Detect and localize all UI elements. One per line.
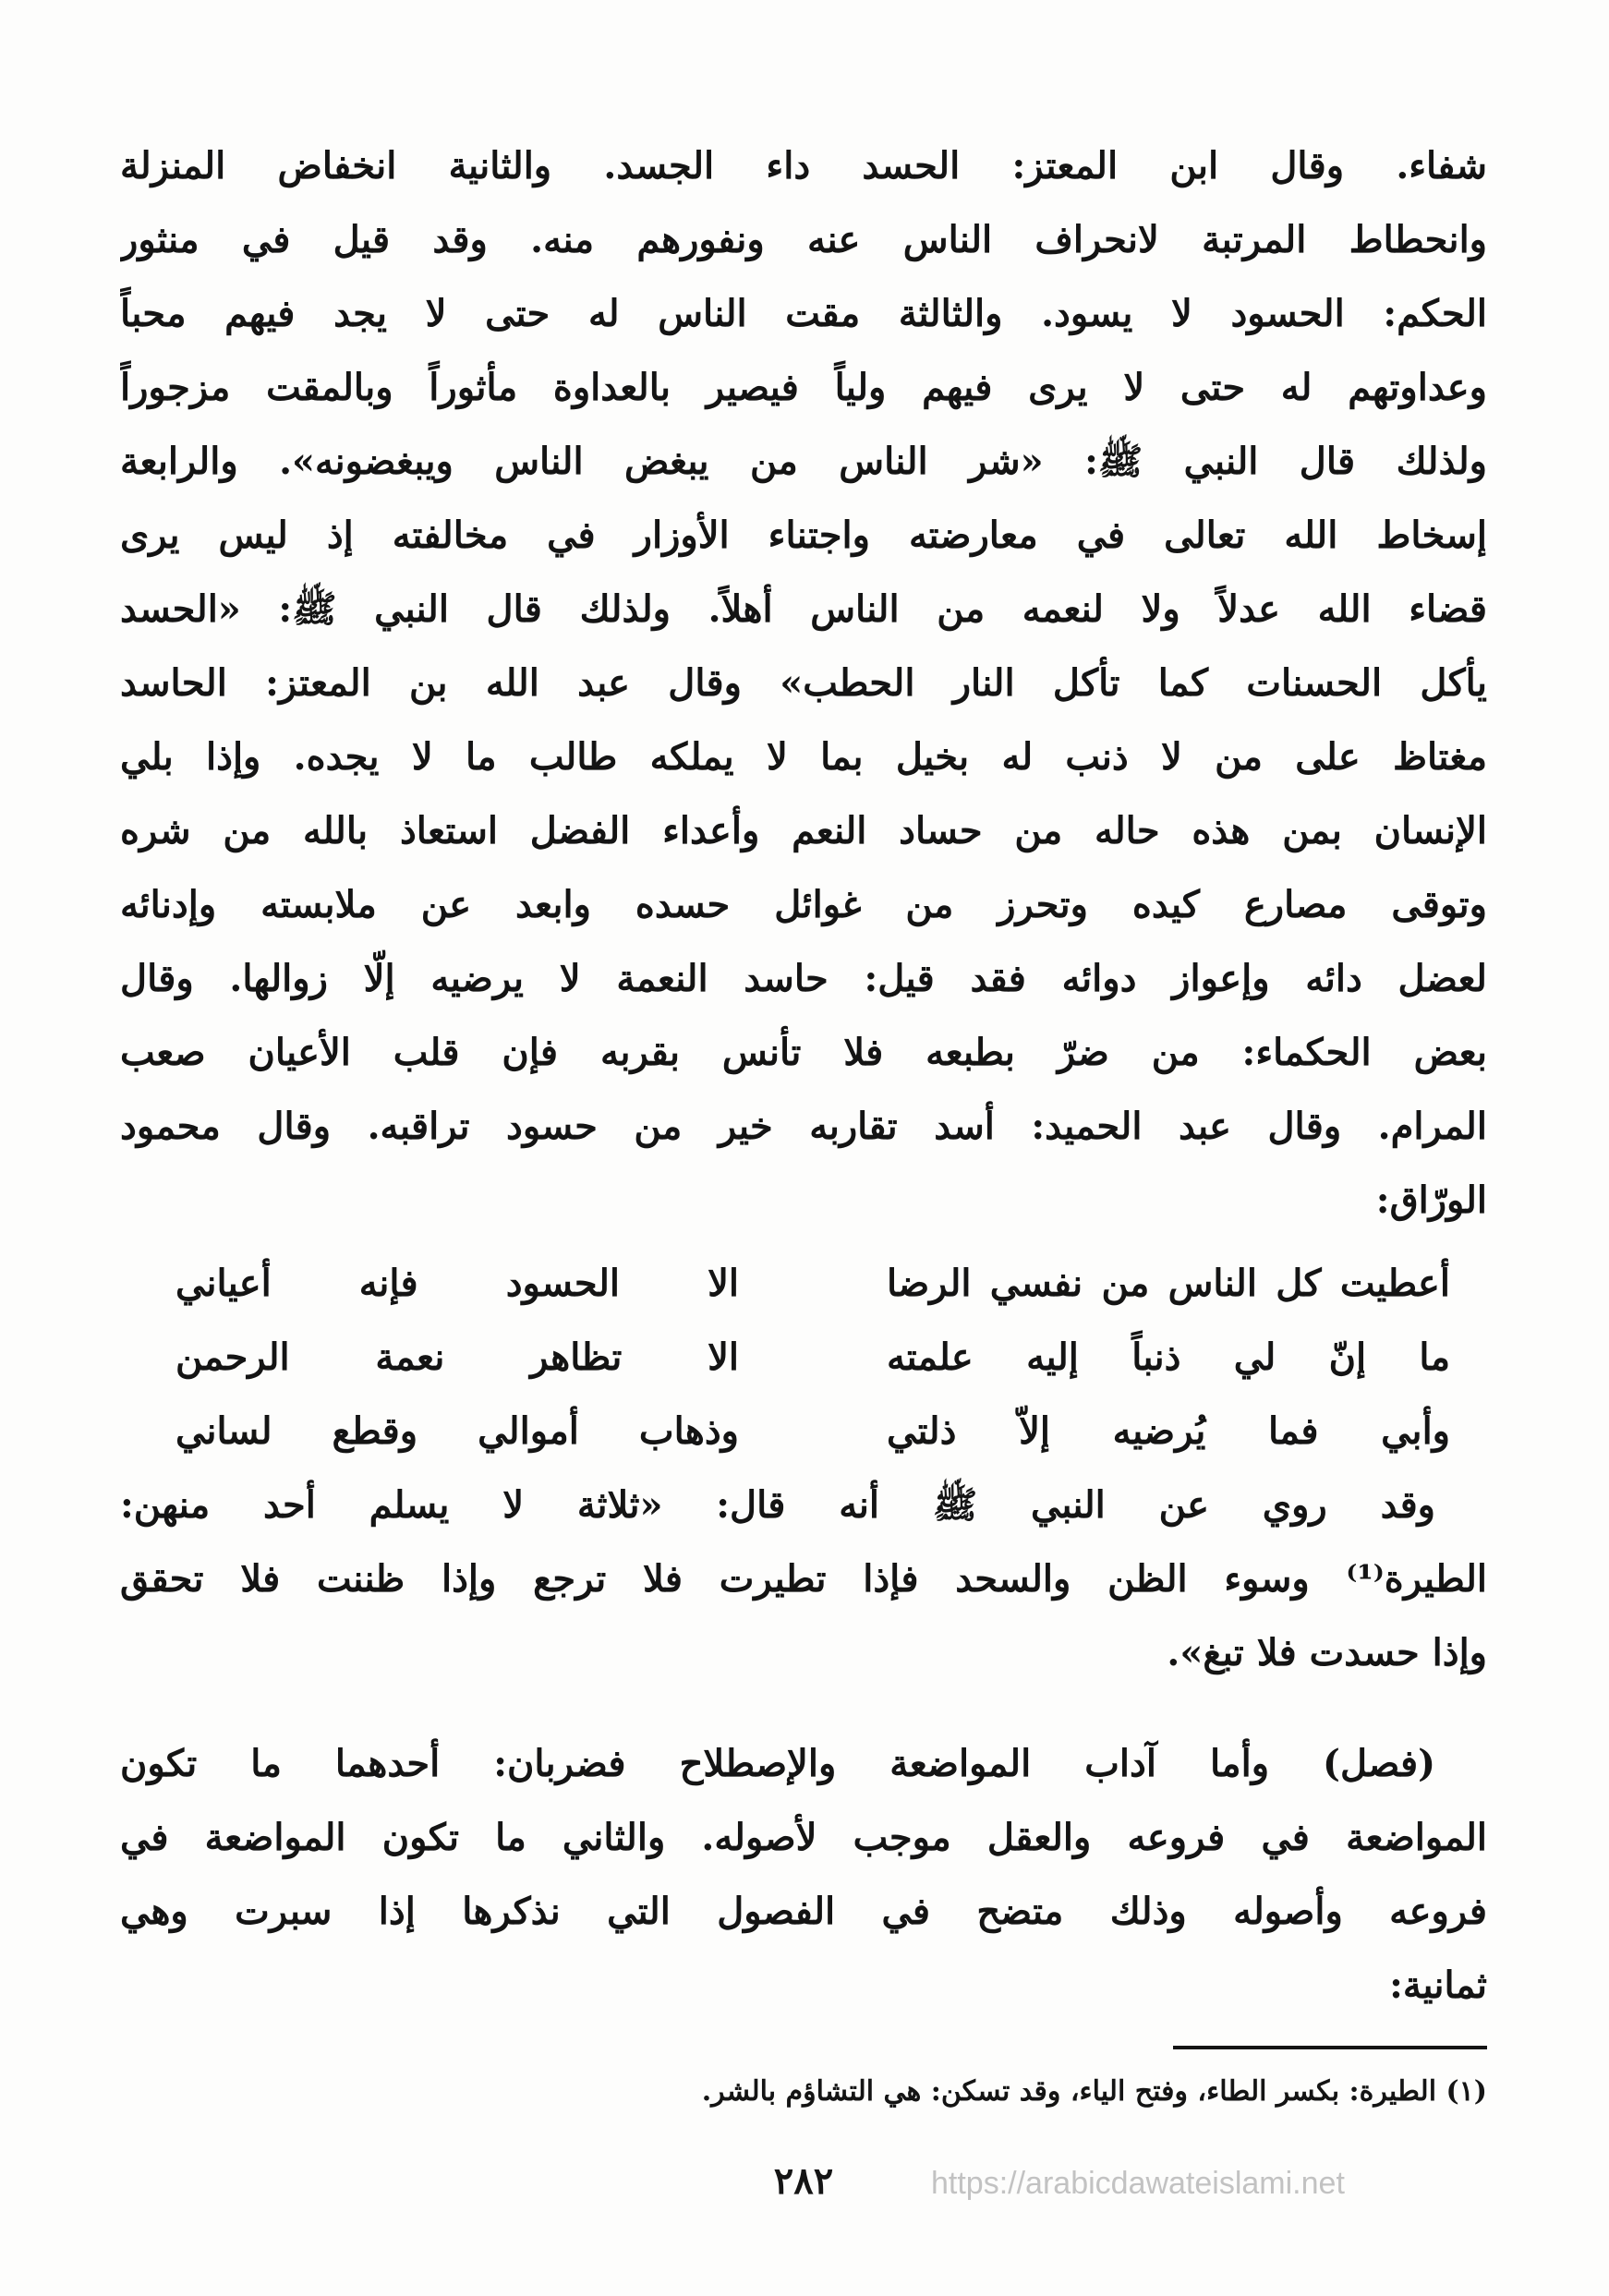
text-line: وانحطاط المرتبة لانحراف الناس عنه ونفورهم منه. وقد قيل في منثور xyxy=(120,218,1487,261)
text-line: وقد روي عن النبي ﷺ أنه قال: «ثلاثة لا يسلم أحد منهن: xyxy=(120,1483,1435,1527)
text-line: لعضل دائه وإعواز دوائه فقد قيل: حاسد النعمة لا يرضيه إلّا زوالها. وقال xyxy=(120,957,1487,1000)
poem-verses xyxy=(175,1247,1450,1468)
verse-first-hemistich: ما إنّ لي ذنباً إليه علمته xyxy=(887,1335,1450,1379)
text-line: إسخاط الله تعالى في معارضته واجتناء الأوزار في مخالفته إذ ليس يرى xyxy=(120,514,1487,557)
text-line: يأكل الحسنات كما تأكل النار الحطب» وقال عبد الله بن المعتز: الحاسد xyxy=(120,661,1487,705)
verse-second-hemistich: الا تظاهر نعمة الرحمن xyxy=(175,1335,739,1379)
text-line: الحكم: الحسود لا يسود. والثالثة مقت الناس له حتى لا يجد فيهم محباً xyxy=(120,292,1487,335)
verse-first-hemistich: وأبي فما يُرضيه إلاّ ذلتي xyxy=(887,1409,1450,1453)
poem-verse xyxy=(175,1395,1450,1468)
text-line: وتوقى مصارع كيده وتحرز من غوائل حسده وابعد عن ملابسته وإدنائه xyxy=(120,883,1487,926)
text-line: قضاء الله عدلاً ولا لنعمه من الناس أهلاً. ولذلك قال النبي ﷺ: «الحسد xyxy=(120,587,1487,631)
verse-second-hemistich: الا الحسود فإنه أعياني xyxy=(175,1262,739,1305)
verse-second-hemistich: وذهاب أموالي وقطع لساني xyxy=(175,1409,739,1453)
body-paragraph-3 xyxy=(120,1727,1487,2023)
poem-verse xyxy=(175,1321,1450,1395)
verse-first-hemistich: أعطيت كل الناس من نفسي الرضا xyxy=(887,1262,1450,1305)
text-line: (فصل) وأما آداب المواضعة والإصطلاح فضربان: أحدهما ما تكون xyxy=(120,1742,1435,1785)
text-line: وعداوتهم له حتى لا يرى فيهم ولياً فيصير بالعداوة مأثوراً وبالمقت مزجوراً xyxy=(120,366,1487,409)
footnote: (١) الطيرة: بكسر الطاء، وفتح الياء، وقد تسكن: هي التشاؤم بالشر. xyxy=(701,2075,1487,2108)
text-line: شفاء. وقال ابن المعتز: الحسد داء الجسد. والثانية انخفاض المنزلة xyxy=(120,144,1487,187)
text-line: المواضعة في فروعه والعقل موجب لأصوله. والثاني ما تكون المواضعة في xyxy=(120,1816,1487,1859)
body-paragraph-2 xyxy=(120,1468,1487,1690)
text-line: ولذلك قال النبي ﷺ: «شر الناس من يبغض الناس ويبغضونه». والرابعة xyxy=(120,440,1487,483)
text-line: الإنسان بمن هذه حاله من حساد النعم وأعداء الفضل استعاذ بالله من شره xyxy=(120,809,1487,852)
text-line: مغتاظ على من لا ذنب له بخيل بما لا يملكه طالب ما لا يجده. وإذا بلي xyxy=(120,735,1487,779)
text-line: المرام. وقال عبد الحميد: أسد تقاربه خير من حسود تراقبه. وقال محمود xyxy=(120,1105,1487,1148)
poem-verse xyxy=(175,1247,1450,1321)
text-line: بعض الحكماء: من ضرّ بطبعه فلا تأنس بقربه فإن قلب الأعيان صعب xyxy=(120,1031,1487,1074)
text-line: الطيرة⁽¹⁾ وسوء الظن والسحد فإذا تطيرت فلا ترجع وإذا ظننت فلا تحقق xyxy=(120,1557,1487,1601)
text-line: الورّاق: xyxy=(1375,1178,1487,1222)
page-number: ٢٨٢ xyxy=(773,2159,834,2203)
text-line: ثمانية: xyxy=(1389,1964,1487,2007)
text-line: وإذا حسدت فلا تبغ». xyxy=(1167,1631,1487,1674)
footnote-separator xyxy=(1173,2046,1487,2049)
text-line: فروعه وأصوله وذلك متضح في الفصول التي نذكرها إذا سبرت وهي xyxy=(120,1890,1487,1933)
body-paragraph-1 xyxy=(120,129,1487,1238)
watermark: https://arabicdawateislami.net xyxy=(931,2166,1345,2201)
